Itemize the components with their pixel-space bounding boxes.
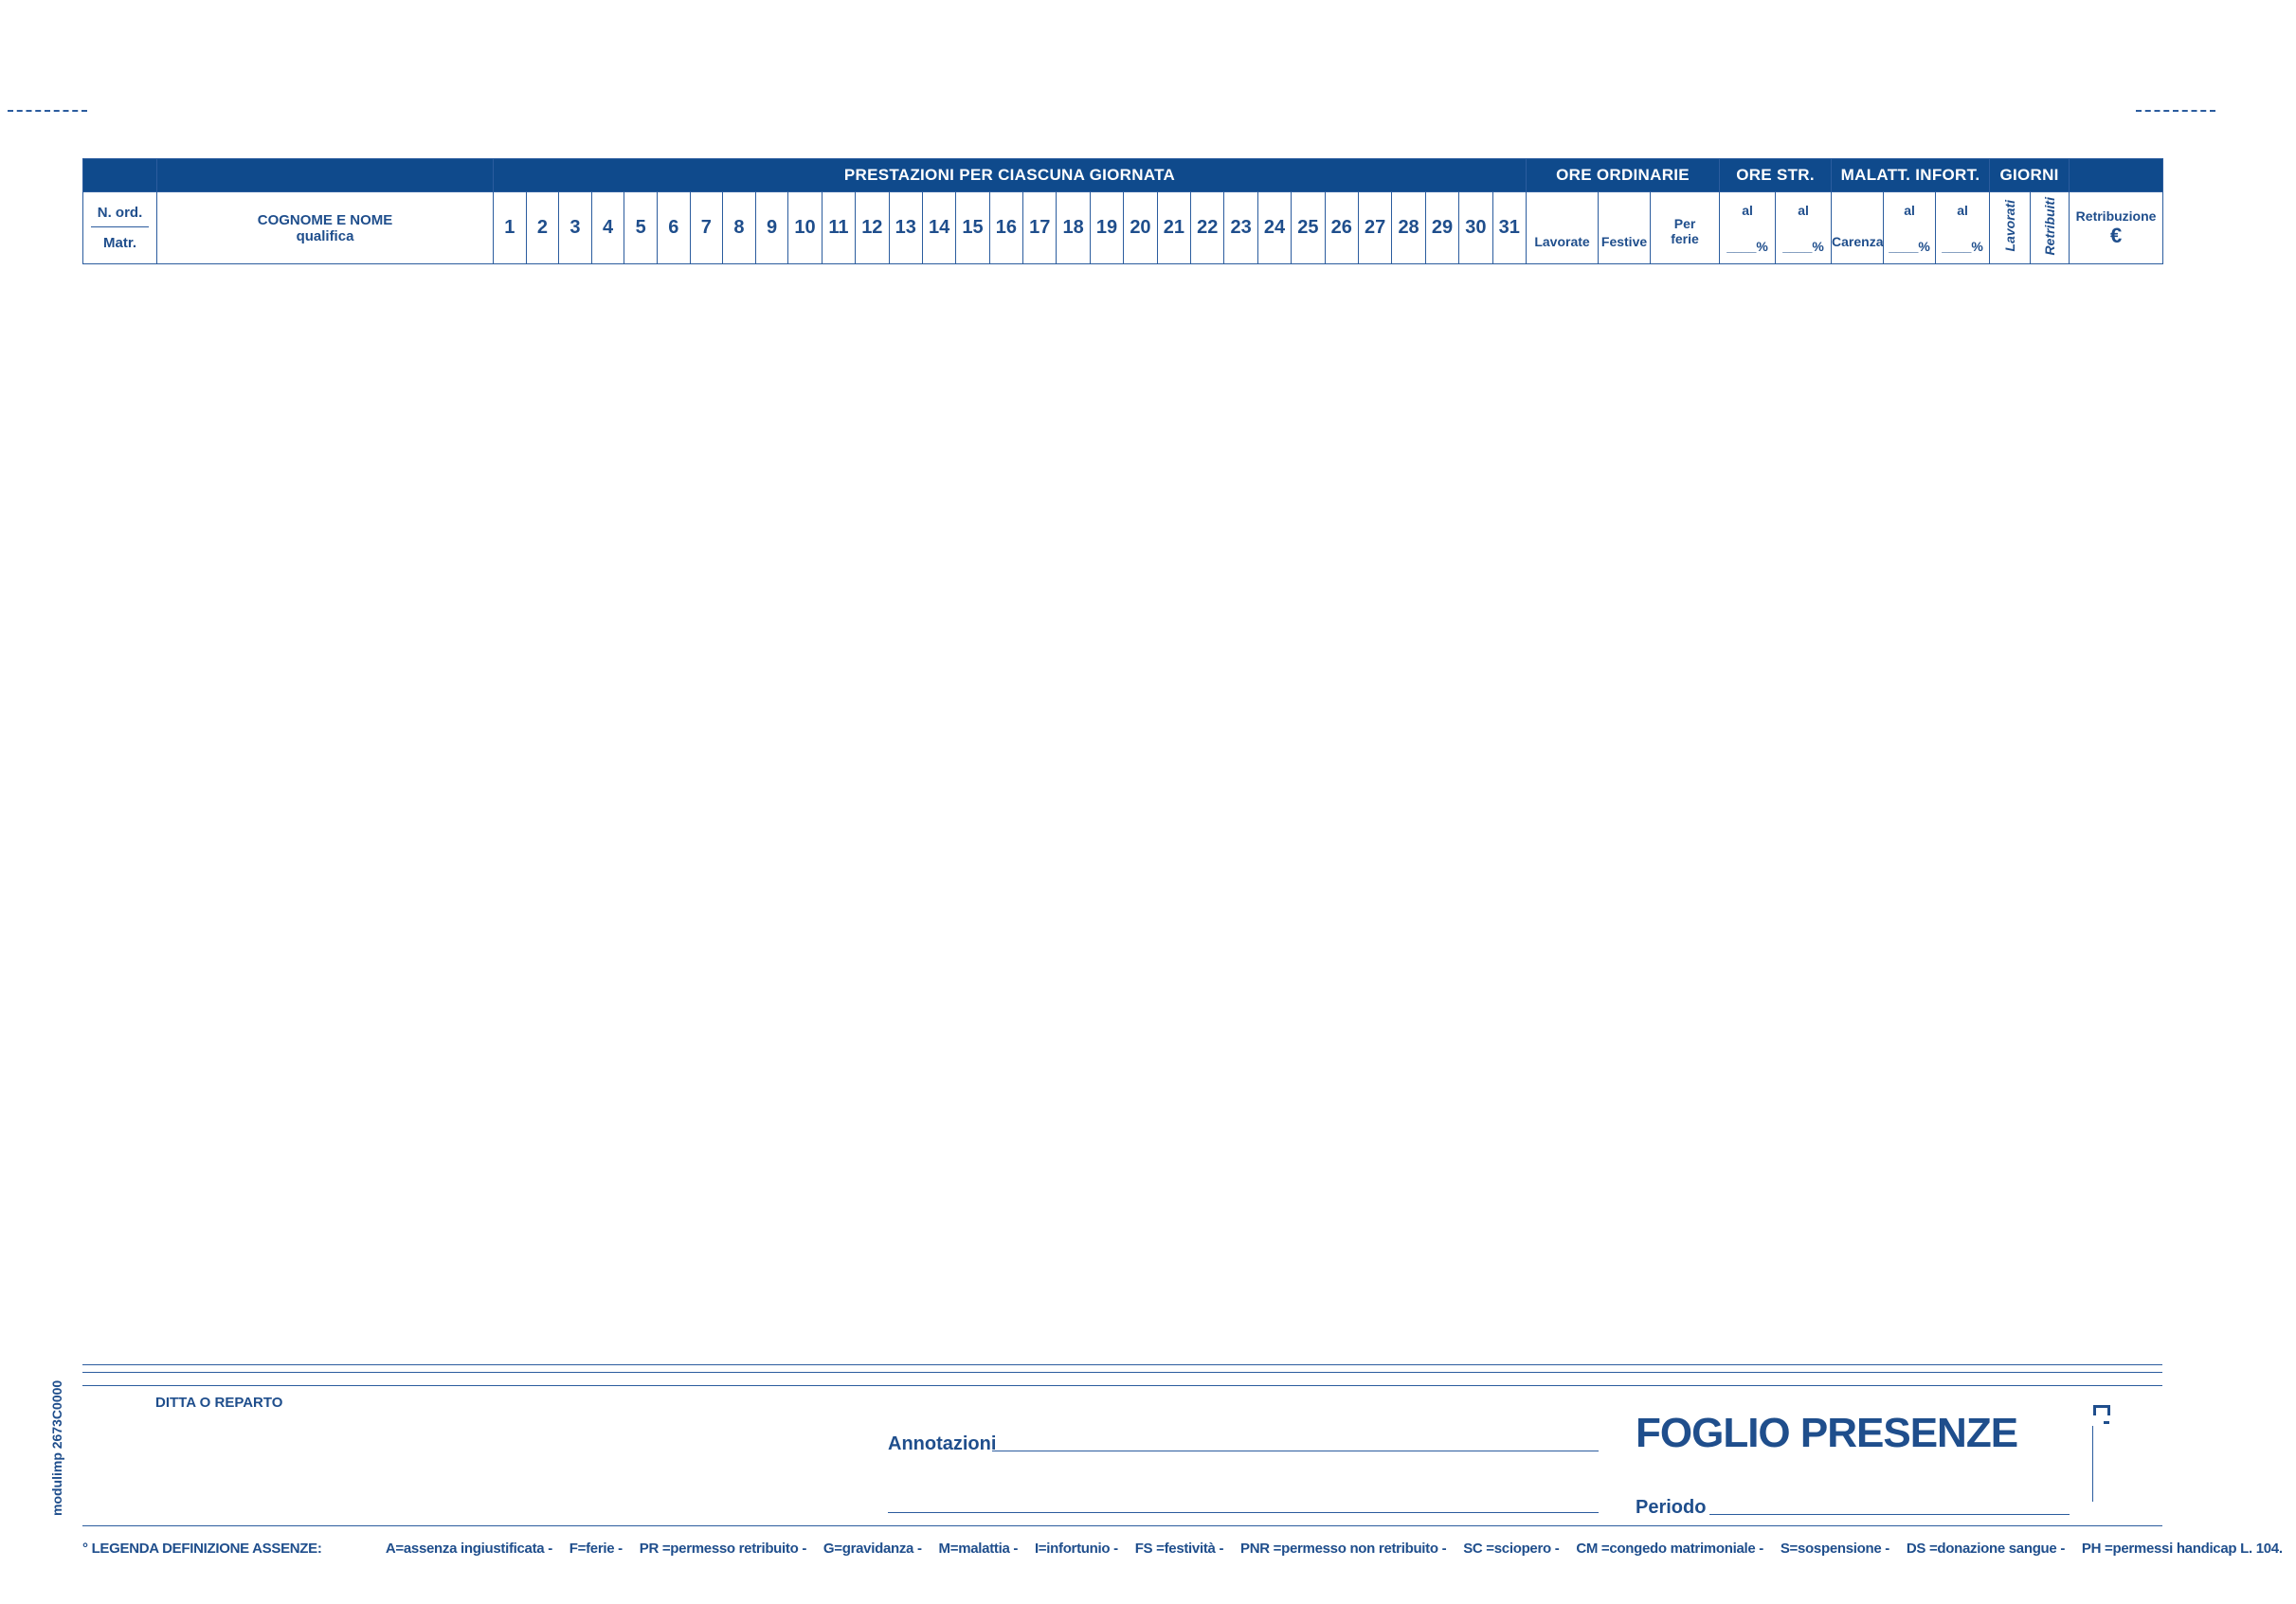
day-number: 6 xyxy=(668,217,679,238)
per-ferie-header xyxy=(1651,192,1720,264)
day-header xyxy=(1325,192,1358,264)
day-header xyxy=(1090,192,1123,264)
pct-label: ____% xyxy=(1782,238,1824,254)
hdr-blank-3 xyxy=(2070,159,2163,192)
legend-item: SC =sciopero - xyxy=(1463,1541,1560,1557)
day-header xyxy=(1191,192,1224,264)
day-number: 11 xyxy=(828,217,849,238)
form-title: FOGLIO PRESENZE xyxy=(1636,1410,2018,1456)
ore-str-2-header xyxy=(1776,192,1832,264)
day-number: 13 xyxy=(895,217,916,238)
al-label: al xyxy=(1742,202,1753,218)
lavorate-header xyxy=(1527,192,1599,264)
per-label: Per xyxy=(1673,215,1696,231)
al-label: al xyxy=(1957,202,1968,218)
day-header xyxy=(1224,192,1257,264)
hdr-ore-str: ORE STR. xyxy=(1720,159,1832,192)
cut-mark-left xyxy=(8,110,87,112)
ferie-label: ferie xyxy=(1671,230,1699,246)
footer-rule-2 xyxy=(82,1372,2162,1373)
day-number: 8 xyxy=(733,217,745,238)
hdr-blank-1 xyxy=(83,159,157,192)
pct-label: ____% xyxy=(1889,238,1930,254)
periodo-line[interactable] xyxy=(1709,1514,2070,1515)
legend-item: FS =festività - xyxy=(1134,1541,1224,1557)
n-symbol-icon xyxy=(2093,1405,2110,1415)
footer-rule-4 xyxy=(82,1525,2162,1526)
retribuzione-header xyxy=(2070,192,2163,264)
nord-matr-header xyxy=(83,192,157,264)
n-ord-label: N. ord. xyxy=(91,205,149,227)
day-header xyxy=(526,192,559,264)
day-header xyxy=(1292,192,1325,264)
day-header xyxy=(559,192,592,264)
legend-item: PH =permessi handicap L. 104. xyxy=(2081,1541,2283,1557)
legend xyxy=(82,1541,2296,1557)
carenza-label: Carenza xyxy=(1832,233,1884,249)
annotazioni-line-2[interactable] xyxy=(888,1512,1599,1513)
pct-label: ____% xyxy=(1727,238,1768,254)
day-number: 20 xyxy=(1130,217,1151,238)
day-number: 7 xyxy=(700,217,712,238)
legend-item: CM =congedo matrimoniale - xyxy=(1576,1541,1763,1557)
festive-header xyxy=(1599,192,1651,264)
day-number: 12 xyxy=(861,217,883,238)
ore-str-1-header xyxy=(1720,192,1776,264)
day-number: 30 xyxy=(1465,217,1487,238)
footer-rule-3 xyxy=(82,1385,2162,1386)
legend-item: PNR =permesso non retribuito - xyxy=(1240,1541,1447,1557)
legend-item: G=gravidanza - xyxy=(823,1541,922,1557)
day-number: 26 xyxy=(1330,217,1352,238)
vertical-code: modulimp 2673C0000 xyxy=(49,1379,64,1516)
day-number: 31 xyxy=(1498,217,1520,238)
day-number: 3 xyxy=(569,217,581,238)
day-header xyxy=(494,192,527,264)
n-symbol-dash-icon xyxy=(2104,1421,2109,1424)
ditta-label: DITTA O REPARTO xyxy=(155,1395,283,1411)
hdr-blank-2 xyxy=(157,159,494,192)
day-header xyxy=(1425,192,1458,264)
carenza-header xyxy=(1832,192,1884,264)
day-number: 16 xyxy=(995,217,1017,238)
day-number: 21 xyxy=(1163,217,1184,238)
retribuzione-label: Retribuzione xyxy=(2075,207,2157,224)
periodo-label: Periodo xyxy=(1636,1497,1707,1518)
day-header xyxy=(1257,192,1291,264)
column-headers xyxy=(83,192,2163,264)
day-header xyxy=(1124,192,1157,264)
annotazioni-label: Annotazioni xyxy=(888,1433,997,1454)
legend-item: F=ferie - xyxy=(569,1541,623,1557)
malatt-1-header xyxy=(1884,192,1936,264)
day-header xyxy=(723,192,756,264)
day-header xyxy=(989,192,1022,264)
festive-label: Festive xyxy=(1600,233,1648,249)
day-header xyxy=(856,192,889,264)
day-number: 28 xyxy=(1398,217,1419,238)
day-number: 19 xyxy=(1095,217,1118,238)
hdr-prestazioni: PRESTAZIONI PER CIASCUNA GIORNATA xyxy=(494,159,1527,192)
day-header xyxy=(788,192,822,264)
day-header xyxy=(1358,192,1391,264)
lavorate-label: Lavorate xyxy=(1534,233,1590,249)
hdr-ore-ordinarie: ORE ORDINARIE xyxy=(1527,159,1720,192)
legend-item: S=sospensione - xyxy=(1780,1541,1889,1557)
legend-item: PR =permesso retribuito - xyxy=(639,1541,807,1557)
day-header xyxy=(690,192,723,264)
day-number: 1 xyxy=(504,217,515,238)
day-header xyxy=(889,192,922,264)
day-number: 15 xyxy=(962,217,984,238)
day-number: 17 xyxy=(1029,217,1051,238)
al-label: al xyxy=(1798,202,1809,218)
lavorati-header xyxy=(1990,192,2031,264)
hdr-giorni: GIORNI xyxy=(1990,159,2070,192)
cognome-label: COGNOME E NOME xyxy=(257,211,393,228)
malatt-2-header xyxy=(1936,192,1990,264)
day-header xyxy=(591,192,624,264)
day-number: 5 xyxy=(635,217,646,238)
day-header xyxy=(1157,192,1190,264)
day-header xyxy=(1023,192,1057,264)
day-number: 10 xyxy=(794,217,816,238)
day-header xyxy=(755,192,788,264)
day-number: 25 xyxy=(1297,217,1319,238)
lavorati-label: Lavorati xyxy=(2002,200,2018,252)
day-header xyxy=(956,192,989,264)
day-header xyxy=(1459,192,1492,264)
legend-item: DS =donazione sangue - xyxy=(1906,1541,2066,1557)
number-field-line[interactable] xyxy=(2092,1426,2093,1502)
day-number: 22 xyxy=(1197,217,1219,238)
day-number: 2 xyxy=(536,217,548,238)
day-header xyxy=(657,192,690,264)
euro-label: € xyxy=(2109,223,2123,247)
legend-item: A=assenza ingiustificata - xyxy=(385,1541,552,1557)
attendance-table xyxy=(82,158,2163,264)
retribuiti-header xyxy=(2031,192,2070,264)
day-number: 24 xyxy=(1263,217,1286,238)
pct-label: ____% xyxy=(1942,238,1983,254)
day-header xyxy=(624,192,658,264)
day-header xyxy=(1492,192,1526,264)
legend-item: M=malattia - xyxy=(938,1541,1019,1557)
al-label: al xyxy=(1904,202,1915,218)
cut-mark-right xyxy=(2136,110,2215,112)
day-header xyxy=(822,192,855,264)
legend-title: ° LEGENDA DEFINIZIONE ASSENZE: xyxy=(82,1541,322,1557)
qualifica-label: qualifica xyxy=(296,227,354,244)
day-header xyxy=(1057,192,1090,264)
day-header xyxy=(1392,192,1425,264)
retribuiti-label: Retribuiti xyxy=(2042,196,2058,256)
day-number: 18 xyxy=(1062,217,1084,238)
day-header xyxy=(922,192,955,264)
day-number: 9 xyxy=(766,217,778,238)
footer-rule-1 xyxy=(82,1364,2162,1365)
day-number: 14 xyxy=(928,217,950,238)
day-number: 23 xyxy=(1230,217,1252,238)
cognome-header xyxy=(157,192,494,264)
legend-item: I=infortunio - xyxy=(1034,1541,1118,1557)
matr-label: Matr. xyxy=(102,235,136,251)
header-bar xyxy=(83,159,2163,192)
day-number: 29 xyxy=(1431,217,1454,238)
day-number: 4 xyxy=(603,217,614,238)
hdr-malatt: MALATT. INFORT. xyxy=(1832,159,1990,192)
day-number: 27 xyxy=(1365,217,1386,238)
